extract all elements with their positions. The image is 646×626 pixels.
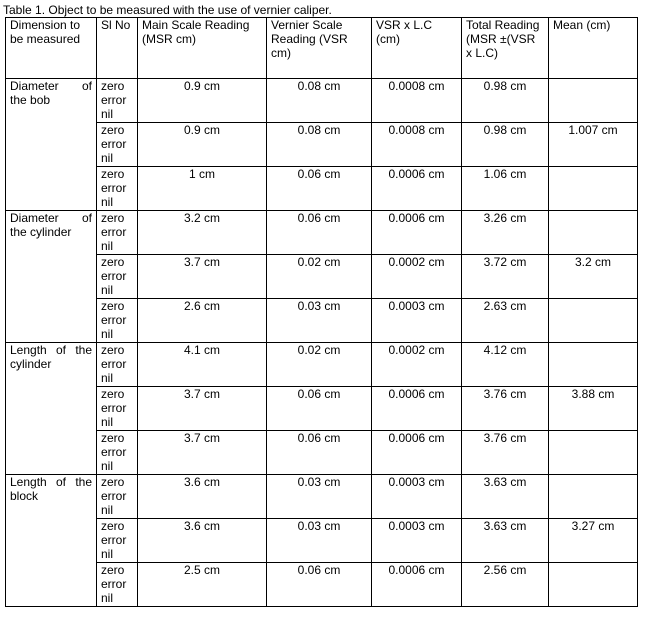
table-row bbox=[6, 123, 638, 167]
mean-cell-empty bbox=[549, 167, 638, 211]
sl-no-cell: zero error nil bbox=[97, 519, 138, 563]
sl-no-cell: zero error nil bbox=[97, 123, 138, 167]
sl-no-cell: zero error nil bbox=[97, 475, 138, 519]
sl-no-cell: zero error nil bbox=[97, 79, 138, 123]
header-msr: Main Scale Reading (MSR cm) bbox=[138, 18, 267, 79]
vsr-cell: 0.02 cm bbox=[267, 255, 372, 299]
vsr-lc-cell: 0.0006 cm bbox=[372, 431, 462, 475]
mean-cell-empty bbox=[549, 475, 638, 519]
vsr-lc-cell: 0.0006 cm bbox=[372, 387, 462, 431]
table-row bbox=[6, 255, 638, 299]
dimension-cell: Diameter of the bob bbox=[6, 79, 97, 211]
vsr-cell: 0.06 cm bbox=[267, 387, 372, 431]
table-row bbox=[6, 211, 638, 255]
mean-cell-empty bbox=[549, 563, 638, 607]
msr-cell: 3.6 cm bbox=[138, 475, 267, 519]
sl-no-cell: zero error nil bbox=[97, 343, 138, 387]
table-row bbox=[6, 299, 638, 343]
msr-cell: 3.7 cm bbox=[138, 255, 267, 299]
mean-cell: 1.007 cm bbox=[549, 123, 638, 167]
header-vsr: Vernier Scale Reading (VSR cm) bbox=[267, 18, 372, 79]
total-cell: 3.72 cm bbox=[462, 255, 549, 299]
dimension-cell: Diameter of the cylinder bbox=[6, 211, 97, 343]
msr-cell: 3.7 cm bbox=[138, 431, 267, 475]
vsr-cell: 0.03 cm bbox=[267, 475, 372, 519]
vsr-cell: 0.02 cm bbox=[267, 343, 372, 387]
msr-cell: 3.2 cm bbox=[138, 211, 267, 255]
vsr-cell: 0.06 cm bbox=[267, 431, 372, 475]
sl-no-cell: zero error nil bbox=[97, 431, 138, 475]
vsr-cell: 0.06 cm bbox=[267, 167, 372, 211]
header-sl-no: Sl No bbox=[97, 18, 138, 79]
vsr-lc-cell: 0.0006 cm bbox=[372, 563, 462, 607]
sl-no-cell: zero error nil bbox=[97, 255, 138, 299]
total-cell: 3.63 cm bbox=[462, 475, 549, 519]
mean-cell-empty bbox=[549, 431, 638, 475]
total-cell: 2.56 cm bbox=[462, 563, 549, 607]
vsr-lc-cell: 0.0008 cm bbox=[372, 79, 462, 123]
header-dimension: Dimension to be measured bbox=[6, 18, 97, 79]
header-mean: Mean (cm) bbox=[549, 18, 638, 79]
vsr-cell: 0.08 cm bbox=[267, 79, 372, 123]
table-row bbox=[6, 167, 638, 211]
total-cell: 3.26 cm bbox=[462, 211, 549, 255]
vsr-cell: 0.08 cm bbox=[267, 123, 372, 167]
vsr-lc-cell: 0.0003 cm bbox=[372, 299, 462, 343]
sl-no-cell: zero error nil bbox=[97, 167, 138, 211]
vsr-lc-cell: 0.0002 cm bbox=[372, 255, 462, 299]
mean-cell-empty bbox=[549, 211, 638, 255]
table-row bbox=[6, 387, 638, 431]
mean-cell-empty bbox=[549, 299, 638, 343]
msr-cell: 2.6 cm bbox=[138, 299, 267, 343]
table-caption: Table 1. Object to be measured with the use of vernier caliper. bbox=[3, 3, 332, 17]
table-row bbox=[6, 519, 638, 563]
msr-cell: 2.5 cm bbox=[138, 563, 267, 607]
header-vsr-lc: VSR x L.C (cm) bbox=[372, 18, 462, 79]
msr-cell: 3.7 cm bbox=[138, 387, 267, 431]
sl-no-cell: zero error nil bbox=[97, 211, 138, 255]
table-row bbox=[6, 563, 638, 607]
msr-cell: 4.1 cm bbox=[138, 343, 267, 387]
total-cell: 3.63 cm bbox=[462, 519, 549, 563]
table-row bbox=[6, 431, 638, 475]
mean-cell-empty bbox=[549, 79, 638, 123]
dimension-cell: Length of the cylinder bbox=[6, 343, 97, 475]
vsr-lc-cell: 0.0008 cm bbox=[372, 123, 462, 167]
dimension-cell: Length of the block bbox=[6, 475, 97, 607]
total-cell: 1.06 cm bbox=[462, 167, 549, 211]
sl-no-cell: zero error nil bbox=[97, 387, 138, 431]
vsr-lc-cell: 0.0003 cm bbox=[372, 475, 462, 519]
measurement-table bbox=[5, 17, 638, 607]
msr-cell: 3.6 cm bbox=[138, 519, 267, 563]
vsr-lc-cell: 0.0002 cm bbox=[372, 343, 462, 387]
vsr-lc-cell: 0.0006 cm bbox=[372, 211, 462, 255]
vsr-cell: 0.03 cm bbox=[267, 299, 372, 343]
vsr-cell: 0.03 cm bbox=[267, 519, 372, 563]
total-cell: 4.12 cm bbox=[462, 343, 549, 387]
vsr-lc-cell: 0.0006 cm bbox=[372, 167, 462, 211]
msr-cell: 0.9 cm bbox=[138, 123, 267, 167]
mean-cell: 3.88 cm bbox=[549, 387, 638, 431]
msr-cell: 1 cm bbox=[138, 167, 267, 211]
table-row bbox=[6, 343, 638, 387]
table-row bbox=[6, 475, 638, 519]
total-cell: 3.76 cm bbox=[462, 431, 549, 475]
vsr-cell: 0.06 cm bbox=[267, 211, 372, 255]
header-row bbox=[6, 18, 638, 79]
header-total: Total Reading (MSR ±(VSR x L.C) bbox=[462, 18, 549, 79]
mean-cell: 3.27 cm bbox=[549, 519, 638, 563]
mean-cell-empty bbox=[549, 343, 638, 387]
sl-no-cell: zero error nil bbox=[97, 563, 138, 607]
sl-no-cell: zero error nil bbox=[97, 299, 138, 343]
total-cell: 0.98 cm bbox=[462, 79, 549, 123]
mean-cell: 3.2 cm bbox=[549, 255, 638, 299]
msr-cell: 0.9 cm bbox=[138, 79, 267, 123]
table-row bbox=[6, 79, 638, 123]
total-cell: 2.63 cm bbox=[462, 299, 549, 343]
vsr-cell: 0.06 cm bbox=[267, 563, 372, 607]
total-cell: 0.98 cm bbox=[462, 123, 549, 167]
total-cell: 3.76 cm bbox=[462, 387, 549, 431]
vsr-lc-cell: 0.0003 cm bbox=[372, 519, 462, 563]
